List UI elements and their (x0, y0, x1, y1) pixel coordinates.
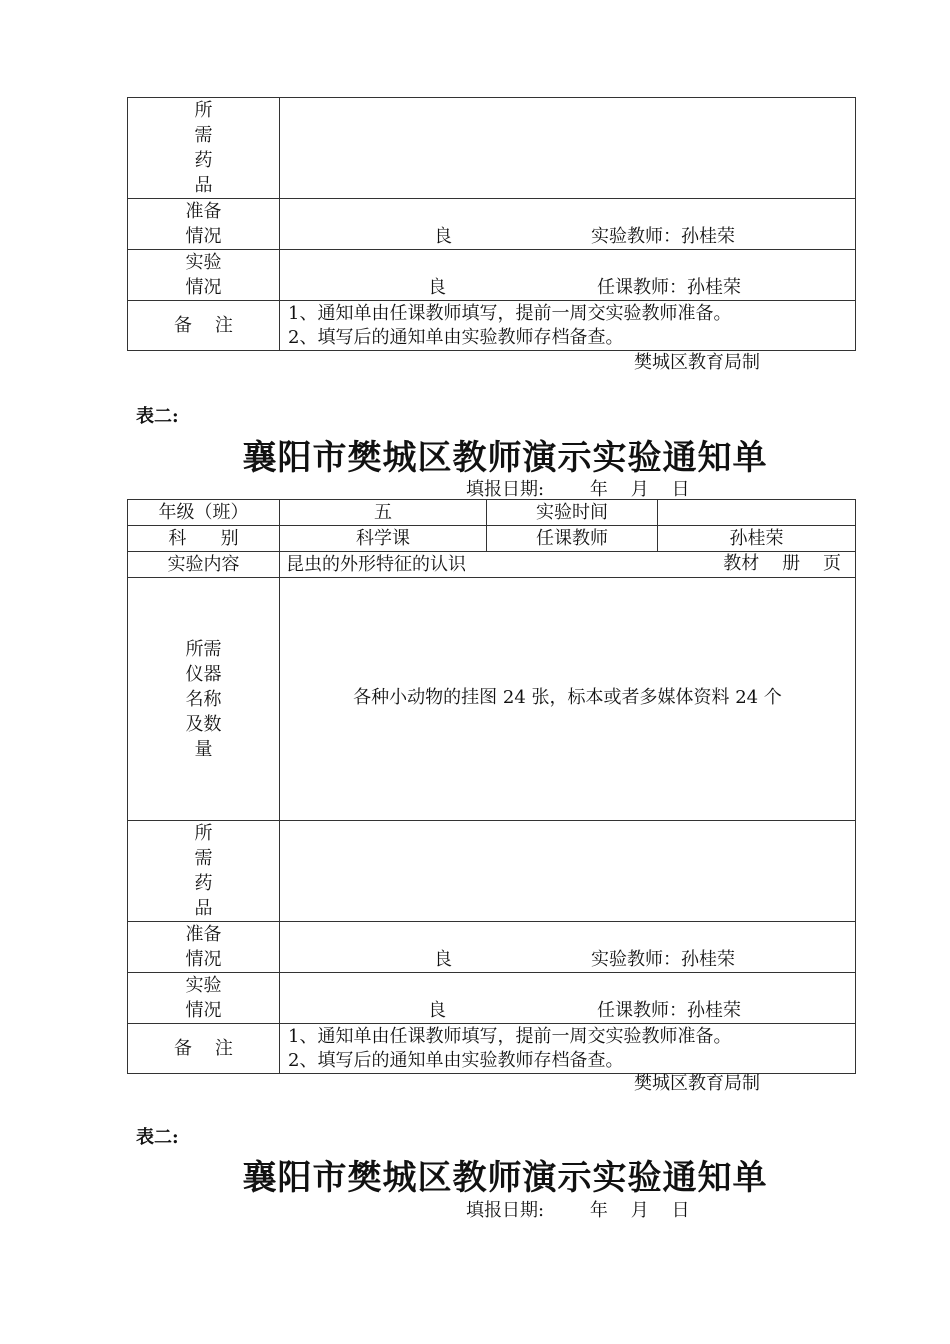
prep-value: 良 (434, 226, 452, 247)
note-line: 2、填写后的通知单由实验教师存档备查。 (288, 1049, 624, 1071)
notes-cell (280, 1024, 856, 1074)
notes-row (128, 1024, 856, 1074)
time-label: 实验时间 (487, 500, 658, 526)
drugs-value (280, 98, 856, 199)
notes-cell (280, 301, 856, 351)
prep-cell (280, 922, 856, 973)
note-line: 1、通知单由任课教师填写，提前一周交实验教师准备。 (288, 1025, 732, 1047)
content-value: 昆虫的外形特征的认识 (286, 554, 466, 575)
content-row (128, 552, 856, 578)
form-table (127, 499, 856, 1074)
notes-label: 备 注 (128, 1024, 280, 1074)
exp-value: 良 (428, 1000, 446, 1021)
exp-cell (280, 250, 856, 301)
prep-row (128, 199, 856, 250)
subject-label: 科 别 (128, 526, 280, 552)
prep-teacher: 实验教师：孙桂荣 (591, 949, 735, 970)
exp-value: 良 (428, 277, 446, 298)
drugs-label: 所 需 药 品 (128, 98, 280, 199)
table-caption: 表二: (136, 1127, 179, 1148)
prep-teacher: 实验教师：孙桂荣 (591, 226, 735, 247)
content-label: 实验内容 (128, 552, 280, 578)
exp-row (128, 250, 856, 301)
instruments-row (128, 578, 856, 821)
instruments-label: 所需 仪器 名称 及数 量 (128, 578, 280, 821)
form-title: 襄阳市樊城区教师演示实验通知单 (242, 438, 768, 478)
exp-row (128, 973, 856, 1024)
exp-label: 实验 情况 (128, 973, 280, 1024)
fill-date: 填报日期: 年 月 日 (466, 479, 690, 500)
drugs-value (280, 821, 856, 922)
prep-row (128, 922, 856, 973)
time-value (658, 500, 856, 526)
prep-label: 准备 情况 (128, 922, 280, 973)
exp-cell (280, 973, 856, 1024)
exp-teacher: 任课教师：孙桂荣 (597, 277, 741, 298)
teacher-label: 任课教师 (487, 526, 658, 552)
table-caption: 表二: (136, 406, 179, 427)
footer-issuer: 樊城区教育局制 (634, 1073, 760, 1094)
exp-label: 实验 情况 (128, 250, 280, 301)
prep-label: 准备 情况 (128, 199, 280, 250)
notes-row (128, 301, 856, 351)
prep-cell (280, 199, 856, 250)
note-line: 1、通知单由任课教师填写，提前一周交实验教师准备。 (288, 302, 732, 324)
prep-value: 良 (434, 949, 452, 970)
subject-value: 科学课 (280, 526, 487, 552)
form-title: 襄阳市樊城区教师演示实验通知单 (242, 1158, 768, 1198)
content-cell (280, 552, 856, 578)
drugs-row (128, 98, 856, 199)
book-info: 教材 册 页 (723, 553, 841, 574)
grade-row (128, 500, 856, 526)
teacher-value: 孙桂荣 (658, 526, 856, 552)
grade-value: 五 (280, 500, 487, 526)
drugs-label: 所 需 药 品 (128, 821, 280, 922)
fill-date: 填报日期: 年 月 日 (466, 1200, 690, 1221)
grade-label: 年级（班） (128, 500, 280, 526)
footer-issuer: 樊城区教育局制 (634, 352, 760, 373)
top-form-table (127, 97, 856, 351)
instruments-value: 各种小动物的挂图 24 张，标本或者多媒体资料 24 个 (280, 578, 856, 821)
drugs-row (128, 821, 856, 922)
note-line: 2、填写后的通知单由实验教师存档备查。 (288, 326, 624, 348)
exp-teacher: 任课教师：孙桂荣 (597, 1000, 741, 1021)
notes-label: 备 注 (128, 301, 280, 351)
subject-row (128, 526, 856, 552)
